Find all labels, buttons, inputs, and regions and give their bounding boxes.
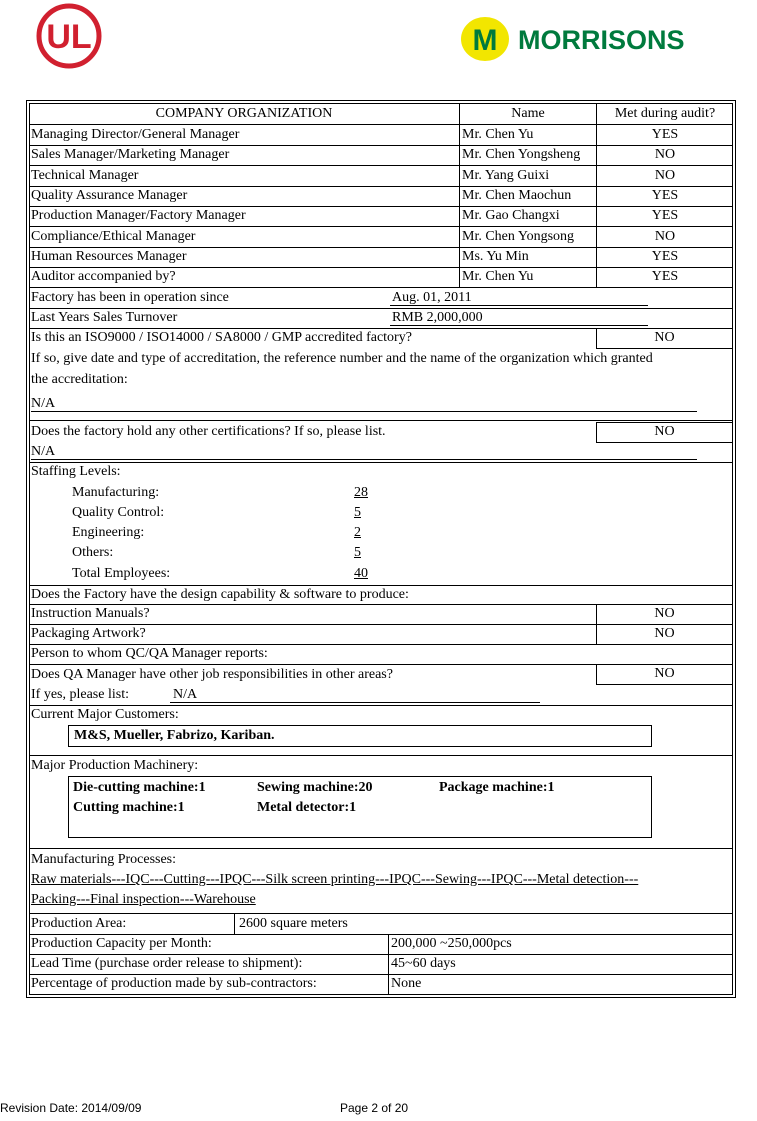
org-role: Production Manager/Factory Manager xyxy=(31,208,246,223)
org-name: Mr. Chen Yongsong xyxy=(462,229,575,244)
org-col-met: Met during audit? xyxy=(614,106,716,121)
staffing-value: 2 xyxy=(354,525,361,540)
accreditation-line2: the accreditation: xyxy=(31,372,128,387)
revision-date: Revision Date: 2014/09/09 xyxy=(0,1101,142,1115)
artwork-answer-box xyxy=(596,624,733,645)
org-met: YES xyxy=(651,188,679,203)
iso-answer: NO xyxy=(654,330,675,345)
machinery-item: Cutting machine:1 xyxy=(73,800,185,815)
org-met: YES xyxy=(651,127,679,142)
machinery-item: Package machine:1 xyxy=(439,780,555,795)
sub-value: None xyxy=(391,976,422,991)
org-name: Ms. Yu Min xyxy=(462,249,529,264)
processes-line2: Packing---Final inspection---Warehouse xyxy=(31,892,256,907)
org-name: Mr. Chen Maochun xyxy=(462,188,572,203)
staffing-value: 5 xyxy=(354,505,361,520)
ul-logo-text: UL xyxy=(46,18,92,56)
morrisons-name-text: MORRISONS xyxy=(518,25,685,55)
staffing-title: Staffing Levels: xyxy=(31,464,121,479)
machinery-item: Die-cutting machine:1 xyxy=(73,780,206,795)
staffing-label: Quality Control: xyxy=(72,505,165,520)
org-met: NO xyxy=(654,229,676,244)
staffing-label: Total Employees: xyxy=(72,566,171,581)
morrisons-mark-text: M xyxy=(472,24,498,57)
machinery-label: Major Production Machinery: xyxy=(31,758,199,773)
customers-box xyxy=(68,725,652,747)
operation-value: Aug. 01, 2011 xyxy=(392,290,472,305)
org-col-title: COMPANY ORGANIZATION xyxy=(155,106,333,121)
iso-answer-box xyxy=(596,328,733,349)
ul-logo xyxy=(30,3,108,69)
org-name: Mr. Yang Guixi xyxy=(462,168,550,183)
area-value: 2600 square meters xyxy=(239,916,348,931)
machinery-item: Metal detector:1 xyxy=(257,800,357,815)
lead-value: 45~60 days xyxy=(391,956,456,971)
staffing-value: 28 xyxy=(354,485,368,500)
org-role: Managing Director/General Manager xyxy=(31,127,240,142)
staffing-value: 5 xyxy=(354,545,361,560)
qa-other-answer: NO xyxy=(654,666,675,681)
org-role: Technical Manager xyxy=(31,168,139,183)
org-role: Human Resources Manager xyxy=(31,249,187,264)
turnover-label: Last Years Sales Turnover xyxy=(31,310,178,325)
lead-label: Lead Time (purchase order release to shipment): xyxy=(31,956,303,971)
other-cert-answer-box xyxy=(596,422,733,443)
org-name: Mr. Chen Yu xyxy=(462,269,534,284)
processes-line1: Raw materials---IQC---Cutting---IPQC---Silk screen printing---IPQC---Sewing---IPQC---Metal detection--- xyxy=(31,872,639,887)
artwork-label: Packaging Artwork? xyxy=(31,626,146,641)
org-role: Compliance/Ethical Manager xyxy=(31,229,196,244)
other-cert-answer: NO xyxy=(654,424,675,439)
page-number: Page 2 of 20 xyxy=(340,1101,409,1115)
morrisons-logo xyxy=(458,14,718,64)
org-met: YES xyxy=(651,208,679,223)
staffing-label: Engineering: xyxy=(72,525,145,540)
artwork-answer: NO xyxy=(654,626,675,641)
machinery-item: Sewing machine:20 xyxy=(257,780,373,795)
org-name: Mr. Chen Yu xyxy=(462,127,534,142)
manuals-answer-box xyxy=(596,604,733,625)
capacity-label: Production Capacity per Month: xyxy=(31,936,212,951)
staffing-label: Manufacturing: xyxy=(72,485,160,500)
customers-label: Current Major Customers: xyxy=(31,707,179,722)
qc-reports-label: Person to whom QC/QA Manager reports: xyxy=(31,646,268,661)
processes-label: Manufacturing Processes: xyxy=(31,852,177,867)
org-role: Quality Assurance Manager xyxy=(31,188,188,203)
qa-other-question: Does QA Manager have other job responsibilities in other areas? xyxy=(31,667,393,682)
customers-value: M&S, Mueller, Fabrizo, Kariban. xyxy=(74,728,275,743)
qa-other-answer-box xyxy=(596,664,733,685)
other-cert-value: N/A xyxy=(31,444,56,459)
staffing-label: Others: xyxy=(72,545,114,560)
staffing-value: 40 xyxy=(354,566,368,581)
if-yes-value: N/A xyxy=(173,687,198,702)
area-label: Production Area: xyxy=(31,916,127,931)
org-met: NO xyxy=(654,147,676,162)
sub-label: Percentage of production made by sub-contractors: xyxy=(31,976,317,991)
accreditation-line1: If so, give date and type of accreditation, the reference number and the name of the organization which granted xyxy=(31,351,653,366)
capacity-value: 200,000 ~250,000pcs xyxy=(391,936,512,951)
design-question: Does the Factory have the design capability & software to produce: xyxy=(31,587,409,602)
org-col-name: Name xyxy=(511,106,545,121)
manuals-label: Instruction Manuals? xyxy=(31,606,150,621)
org-met: NO xyxy=(654,168,676,183)
org-role: Auditor accompanied by? xyxy=(31,269,176,284)
other-cert-question: Does the factory hold any other certifications? If so, please list. xyxy=(31,424,386,439)
org-met: YES xyxy=(651,249,679,264)
iso-question: Is this an ISO9000 / ISO14000 / SA8000 / GMP accredited factory? xyxy=(31,330,412,345)
accreditation-value: N/A xyxy=(31,396,56,411)
org-role: Sales Manager/Marketing Manager xyxy=(31,147,230,162)
turnover-value: RMB 2,000,000 xyxy=(392,310,483,325)
manuals-answer: NO xyxy=(654,606,675,621)
org-met: YES xyxy=(651,269,679,284)
org-name: Mr. Gao Changxi xyxy=(462,208,560,223)
org-name: Mr. Chen Yongsheng xyxy=(462,147,581,162)
operation-label: Factory has been in operation since xyxy=(31,290,229,305)
if-yes-label: If yes, please list: xyxy=(31,687,129,702)
